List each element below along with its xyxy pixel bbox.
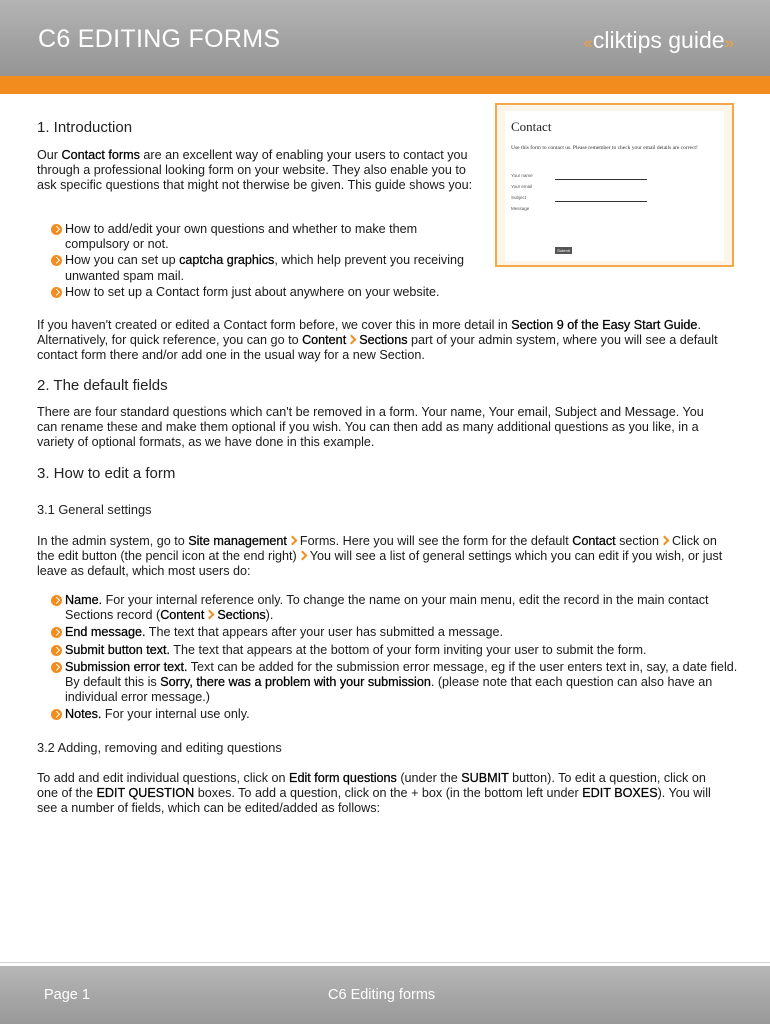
brand-quote-left: « [583, 33, 593, 52]
brand-logo [583, 27, 734, 54]
bullet-icon [51, 595, 62, 606]
page-header [0, 0, 770, 76]
defaults-heading: 2. The default fields [37, 377, 168, 394]
list-item: End message. The text that appears after your user has submitted a message. [51, 625, 741, 640]
list-item: Name. For your internal reference only. To change the name on your main menu, edit the record in the main contact Sections record (Content Sections). [51, 593, 741, 623]
page-footer [0, 966, 770, 1024]
intro-paragraph-2: If you haven't created or edited a Contact form before, we cover this in more detail in Section 9 of the Easy Start Guide. Alternatively, for quick reference, you can go to Content Sections part of your admin system, where you will see a default contact form there and/or add one in the usual way for a new Section. [37, 318, 718, 363]
document-title: C6 EDITING FORMS [38, 25, 281, 53]
list-item: How to set up a Contact form just about anywhere on your website. [51, 285, 481, 300]
bullet-icon [51, 255, 62, 266]
list-item: Notes. For your internal use only. [51, 707, 741, 722]
bullet-icon [51, 224, 62, 235]
intro-paragraph: Our Contact forms are an excellent way of enabling your users to contact you through a professional looking form on your website. They also enable you to ask specific questions that might not therwise be given. This guide shows you: [37, 148, 473, 193]
brand-quote-right: » [724, 33, 734, 52]
intro-bullet-list [51, 222, 481, 300]
general-settings-paragraph: In the admin system, go to Site management Forms. Here you will see the form for the default Contact section Click on the edit button (the pencil icon at the end right) You will see a list of general settings which you can edit if you wish, or just leave as default, which most users do: [37, 534, 723, 579]
questions-paragraph: To add and edit individual questions, click on Edit form questions (under the SUBMIT button). To edit a question, click on one of the EDIT QUESTION boxes. To add a question, click on the + box (in the bottom left under EDIT BOXES). You will see a number of fields, which can be edited/added as follows: [37, 771, 711, 816]
chevron-right-icon [297, 551, 307, 561]
contact-form-screenshot [495, 103, 734, 267]
questions-subheading: 3.2 Adding, removing and editing questions [37, 740, 282, 755]
preview-field-label: Message [511, 206, 530, 211]
bullet-icon [51, 645, 62, 656]
general-settings-subheading: 3.1 General settings [37, 502, 152, 517]
list-item: How you can set up captcha graphics, which help prevent you receiving unwanted spam mail. [51, 253, 481, 283]
chevron-right-icon [347, 335, 357, 345]
bullet-icon [51, 287, 62, 298]
preview-submit-button: Submit [555, 247, 572, 254]
edit-heading: 3. How to edit a form [37, 465, 176, 482]
preview-field-label: Your name [511, 173, 533, 178]
bullet-icon [51, 627, 62, 638]
contact-form-preview [505, 111, 724, 261]
preview-field-line [555, 201, 647, 202]
intro-heading: 1. Introduction [37, 119, 133, 136]
preview-title: Contact [511, 119, 552, 134]
bullet-icon [51, 709, 62, 720]
preview-field-label: Subject [511, 195, 527, 200]
list-item: Submit button text. The text that appears at the bottom of your form inviting your user to submit the form. [51, 643, 741, 658]
preview-description: Use this form to contact us. Please remember to check your email details are correct! [511, 145, 698, 151]
list-item: How to add/edit your own questions and whether to make them compulsory or not. [51, 222, 481, 252]
settings-bullet-list [51, 593, 741, 723]
preview-field-line [555, 179, 647, 180]
chevron-right-icon [660, 536, 670, 546]
brand-name: cliktips guide [592, 27, 725, 53]
footer-title: C6 Editing forms [328, 987, 436, 1003]
preview-field-label: Your email [511, 184, 533, 189]
tagline-bar [0, 76, 770, 94]
page-number: Page 1 [44, 987, 90, 1003]
chevron-right-icon [287, 536, 297, 546]
chevron-right-icon [205, 610, 215, 620]
list-item: Submission error text. Text can be added for the submission error message, eg if the user enters text in, say, a date field. By default this is Sorry, there was a problem with your submission. (please note that each question can also have an individual error message.) [51, 660, 741, 706]
defaults-paragraph: There are four standard questions which can't be removed in a form. Your name, Your email, Subject and Message. You can rename these and make them optional if you wish. You can then add as many additional questions as you like, in a variety of optional formats, as we have done in this example. [37, 405, 704, 450]
bullet-icon [51, 662, 62, 673]
